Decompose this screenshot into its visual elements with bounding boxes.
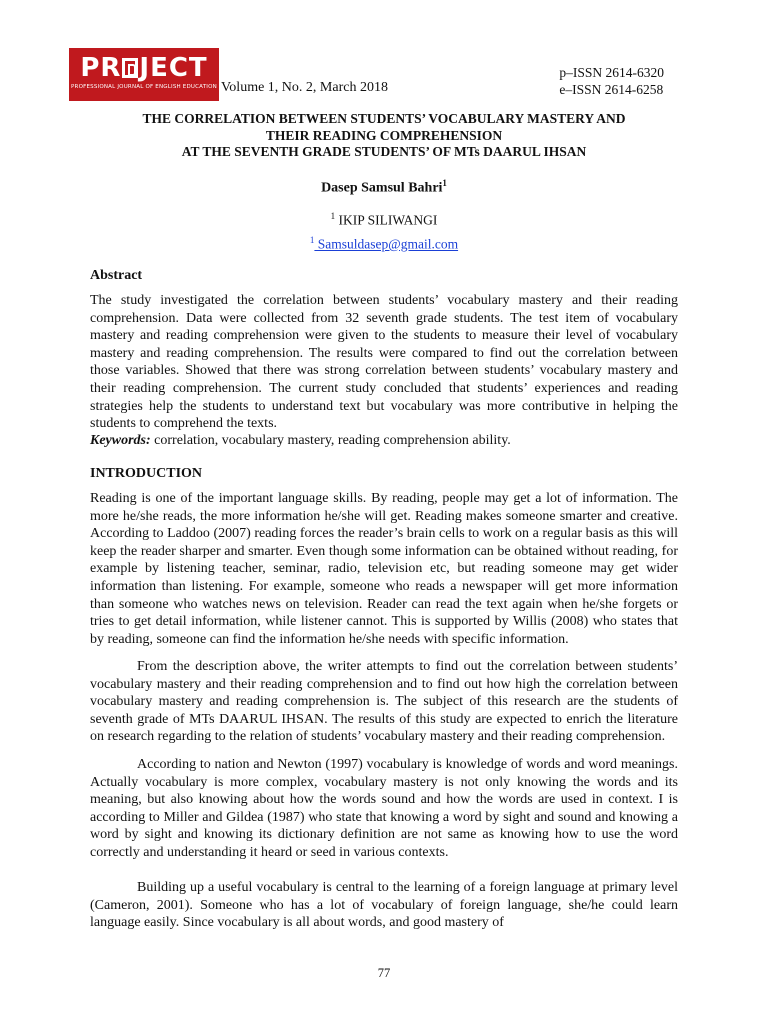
e-issn: e–ISSN 2614-6258 — [559, 82, 664, 97]
intro-paragraph-1: Reading is one of the important language skills. By reading, people may get a lot of information. The more he/she reads, the more information he/she will get. Reading makes someone smarter and creative. According to Laddoo (2007) reading forces the reader’s brain cells to work on a regular basis as this will keep the reader sharper and smarter. Even though some information can be obtained without reading, for example by listening teacher, seminar, radio, television etc, but reading someone may get wider information than listening. For example, someone who reads a newspaper will get more information than someone who watches news on television. Reader can read the text again when he/she forgets or tries to get detail information, while listener cannot. This is supported by Willis (2008) who states that by reading, someone can find the information he/she needs with specific information. — [90, 491, 678, 647]
abstract-heading: Abstract — [90, 268, 143, 283]
abstract-text: The study investigated the correlation between students’ vocabulary mastery and their reading comprehension. Data were collected from 32 seventh grade students. The test item of vocabulary mastery and reading comprehension were given to the students to measure their level of vocabulary mastery and reading comprehension. The results were compared to find out the correlation between those variables. Showed that there was strong correlation between students’ vocabulary mastery and their reading comprehension. The current study concluded that students’ experiences and reading strategies help the students to understand text but vocabulary was more contributive in helping the students to comprehend the texts. — [90, 293, 678, 432]
logo-subtitle: PROFESSIONAL JOURNAL OF ENGLISH EDUCATION — [71, 84, 217, 90]
intro-paragraph-4: Building up a useful vocabulary is central to the learning of a foreign language at primary level (Cameron, 2001). Someone who has a lot of vocabulary of foreign language, she/he could learn language easily. Since vocabulary is all about words, and good mastery of — [90, 880, 678, 931]
affiliation: $^1$ IKIP SILIWANGI — [330, 211, 438, 228]
paper-title — [90, 111, 678, 161]
logo-book-icon — [122, 58, 138, 78]
author-email — [90, 235, 678, 253]
p-issn: p–ISSN 2614-6320 — [559, 65, 664, 80]
affiliation-sup: 1 — [330, 211, 336, 221]
introduction-heading: INTRODUCTION — [90, 466, 203, 481]
journal-logo — [69, 48, 219, 101]
email-link[interactable]: Samsuldasep@gmail.com — [314, 236, 459, 252]
email-sup: 1 — [309, 235, 315, 245]
author-sup: 1 — [442, 178, 447, 188]
intro-paragraph-3: According to nation and Newton (1997) vocabulary is knowledge of words and word meanings. Actually vocabulary is more complex, vocabulary mastery is not only knowing the words and its meaning, but also knowing about how the words sound and how the words are used in context. I is according to Miller and Gildea (1987) who state that knowing a word by sight and sound and knowing a word by sight and knowing its dictionary definition are not same as knowing how to use the word correctly and understanding it heard or seed in various contexts. — [90, 757, 678, 860]
volume-info: Volume 1, No. 2, March 2018 — [221, 80, 388, 95]
page-number: 77 — [377, 966, 391, 980]
title-line-1: THE CORRELATION BETWEEN STUDENTS’ VOCABULARY MASTERY AND — [142, 111, 626, 126]
title-line-3: AT THE SEVENTH GRADE STUDENTS’ OF MTs DAARUL IHSAN — [181, 144, 587, 159]
issn-block — [559, 64, 664, 98]
intro-paragraph-2: From the description above, the writer attempts to find out the correlation between students’ vocabulary mastery and their reading comprehension and to find out how high the correlation between vocabulary mastery and reading comprehension is. The subject of this research are the students of seventh grade of MTs DAARUL IHSAN. The results of this study are expected to enrich the literature on research regarding to the relation of students’ vocabulary mastery and their reading comprehension. — [90, 659, 678, 745]
keywords-text: correlation, vocabulary mastery, reading comprehension ability. — [150, 433, 511, 448]
logo-wordmark: PR JECT — [80, 53, 208, 83]
title-line-2: THEIR READING COMPREHENSION — [265, 127, 503, 143]
keywords — [90, 433, 511, 449]
keywords-label: Keywords: — [90, 433, 151, 448]
author-name: Dasep Samsul Bahri$^1$ — [321, 178, 447, 196]
